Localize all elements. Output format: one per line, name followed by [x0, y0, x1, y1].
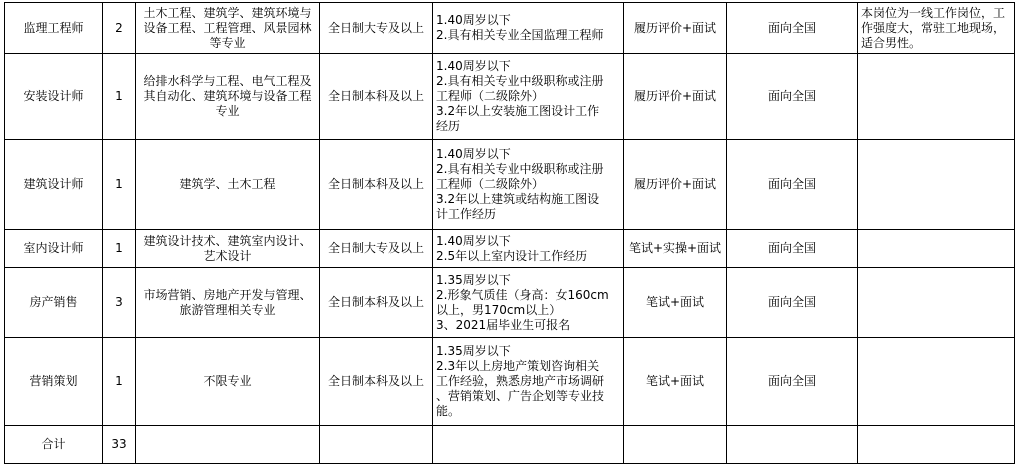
requirement-line: 3.2年以上建筑或结构施工图设	[436, 192, 600, 206]
position-cell: 安装设计师	[5, 54, 103, 140]
method-cell: 履历评价+面试	[624, 54, 727, 140]
note-cell	[858, 338, 1015, 426]
note-cell: 本岗位为一线工作岗位，工作强度大，常驻工地现场，适合男性。	[858, 3, 1015, 54]
total-row	[5, 426, 1015, 464]
requirements-cell	[433, 3, 624, 54]
requirement-line: 经历	[436, 119, 461, 133]
note-cell	[858, 268, 1015, 338]
major-cell: 建筑设计技术、建筑室内设计、艺术设计	[136, 230, 320, 268]
major-cell: 市场营销、房地产开发与管理、旅游管理相关专业	[136, 268, 320, 338]
method-cell: 履历评价+面试	[624, 140, 727, 230]
education-cell: 全日制大专及以上	[320, 3, 433, 54]
education-cell: 全日制本科及以上	[320, 338, 433, 426]
table-row	[5, 230, 1015, 268]
position-cell: 建筑设计师	[5, 140, 103, 230]
total-count: 33	[103, 426, 136, 464]
count-cell: 3	[103, 268, 136, 338]
scope-cell: 面向全国	[727, 230, 858, 268]
position-cell: 监理工程师	[5, 3, 103, 54]
table-row	[5, 268, 1015, 338]
count-cell: 1	[103, 338, 136, 426]
requirement-line: 2.具有相关专业中级职称或注册	[436, 74, 604, 88]
position-cell: 房产销售	[5, 268, 103, 338]
table-row	[5, 140, 1015, 230]
requirement-line: 工程师（二级除外）	[436, 89, 545, 103]
scope-cell: 面向全国	[727, 140, 858, 230]
requirement-line: 1.35周岁以下	[436, 272, 511, 287]
education-cell: 全日制本科及以上	[320, 54, 433, 140]
requirement-line: 工作经验，熟悉房地产市场调研	[436, 374, 605, 388]
requirement-line: 2.形象气质佳（身高：女160cm	[436, 287, 609, 302]
empty-cell	[858, 426, 1015, 464]
requirement-line: 2.5年以上室内设计工作经历	[436, 248, 588, 263]
requirements-cell	[433, 338, 624, 426]
requirements-cell	[433, 230, 624, 268]
position-cell: 室内设计师	[5, 230, 103, 268]
major-cell: 给排水科学与工程、电气工程及其自动化、建筑环境与设备工程专业	[136, 54, 320, 140]
scope-cell: 面向全国	[727, 54, 858, 140]
requirement-line: 1.40周岁以下	[436, 59, 511, 73]
table-row	[5, 3, 1015, 54]
scope-cell: 面向全国	[727, 3, 858, 54]
requirement-line: 工程师（二级除外）	[436, 177, 545, 191]
count-cell: 1	[103, 54, 136, 140]
count-cell: 2	[103, 3, 136, 54]
empty-cell	[727, 426, 858, 464]
method-cell: 笔试+实操+面试	[624, 230, 727, 268]
requirement-line: 能。	[436, 404, 461, 418]
education-cell: 全日制本科及以上	[320, 268, 433, 338]
count-cell: 1	[103, 140, 136, 230]
requirements-cell	[433, 54, 624, 140]
education-cell: 全日制大专及以上	[320, 230, 433, 268]
requirements-cell	[433, 268, 624, 338]
empty-cell	[433, 426, 624, 464]
requirement-line: 3.2年以上安装施工图设计工作	[436, 104, 600, 118]
count-cell: 1	[103, 230, 136, 268]
recruitment-table	[4, 2, 1015, 464]
requirement-line: 计工作经历	[436, 207, 497, 221]
education-cell: 全日制本科及以上	[320, 140, 433, 230]
major-cell: 土木工程、建筑学、建筑环境与设备工程、工程管理、风景园林等专业	[136, 3, 320, 54]
method-cell: 履历评价+面试	[624, 3, 727, 54]
scope-cell: 面向全国	[727, 338, 858, 426]
requirement-line: 3、2021届毕业生可报名	[436, 317, 571, 332]
method-cell: 笔试+面试	[624, 338, 727, 426]
requirement-line: 、营销策划、广告企划等专业技	[436, 389, 605, 403]
empty-cell	[320, 426, 433, 464]
requirement-line: 2.3年以上房地产策划咨询相关	[436, 359, 600, 373]
total-label: 合计	[5, 426, 103, 464]
requirements-cell	[433, 140, 624, 230]
requirement-line: 1.40周岁以下	[436, 233, 511, 248]
note-cell	[858, 54, 1015, 140]
note-cell	[858, 230, 1015, 268]
scope-cell: 面向全国	[727, 268, 858, 338]
method-cell: 笔试+面试	[624, 268, 727, 338]
requirement-line: 2.具有相关专业中级职称或注册	[436, 162, 604, 176]
empty-cell	[624, 426, 727, 464]
note-cell	[858, 140, 1015, 230]
position-cell: 营销策划	[5, 338, 103, 426]
table-row	[5, 54, 1015, 140]
major-cell: 建筑学、土木工程	[136, 140, 320, 230]
major-cell: 不限专业	[136, 338, 320, 426]
requirement-line: 以上，男170cm以上）	[436, 302, 562, 317]
requirement-line: 1.40周岁以下	[436, 13, 511, 27]
requirement-line: 2.具有相关专业全国监理工程师	[436, 28, 604, 42]
table-row	[5, 338, 1015, 426]
requirement-line: 1.40周岁以下	[436, 147, 511, 161]
requirement-line: 1.35周岁以下	[436, 344, 511, 358]
empty-cell	[136, 426, 320, 464]
